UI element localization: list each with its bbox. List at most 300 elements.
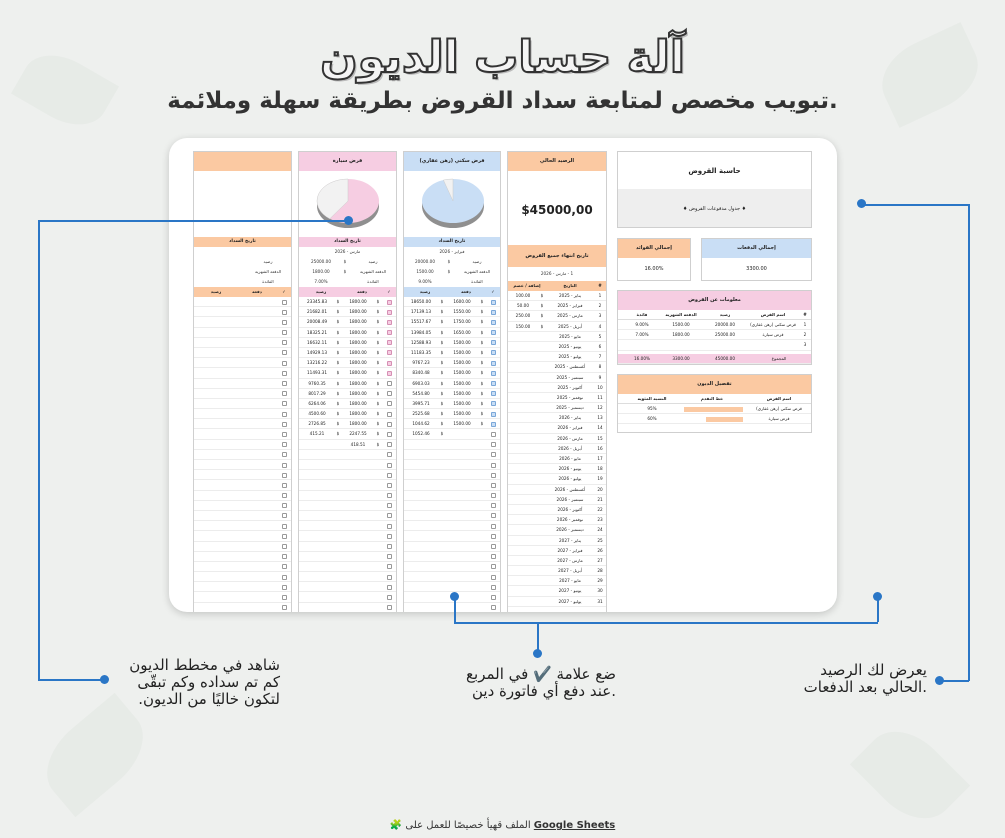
row-payment: 1800.00 xyxy=(349,360,367,366)
checkbox-cell xyxy=(277,317,291,327)
checkbox-cell xyxy=(382,307,396,317)
debt-details-table xyxy=(617,374,812,433)
loan-balance: 20000.00 xyxy=(715,322,735,327)
header-payment: دفعة xyxy=(252,289,262,294)
loan-table-header xyxy=(299,287,396,297)
footer-text: الملف قهيأ خصيصًا للعمل على xyxy=(405,820,531,831)
table-row xyxy=(404,399,500,409)
info-label: رصيد xyxy=(368,259,378,264)
row-payment: 1600.00 xyxy=(453,299,471,304)
payment-checkbox[interactable] xyxy=(282,473,287,478)
row-date: أبريل - 2027 xyxy=(558,568,582,574)
info-value: 1800.00 xyxy=(312,269,330,274)
table-row xyxy=(194,470,291,480)
payment-checkbox[interactable] xyxy=(282,564,287,569)
checkbox-cell xyxy=(382,450,396,460)
checkbox-cell xyxy=(277,592,291,602)
row-currency: $ xyxy=(336,390,340,396)
spreadsheet-preview xyxy=(169,138,837,612)
table-row xyxy=(404,562,500,572)
payment-checkbox[interactable] xyxy=(387,452,392,457)
background-leaf xyxy=(30,693,159,817)
checkbox-cell xyxy=(277,409,291,419)
table-row xyxy=(404,552,500,562)
payment-checkbox[interactable] xyxy=(387,391,392,396)
row-balance: 15517.67 xyxy=(411,319,431,325)
info-value: 7.00% xyxy=(314,279,328,284)
payment-checkbox[interactable] xyxy=(282,544,287,549)
row-balance: 12588.93 xyxy=(411,339,431,345)
table-row xyxy=(194,307,291,317)
checkbox-cell xyxy=(382,429,396,439)
header-check: ✓ xyxy=(387,289,391,294)
loan-monthly: 1800.00 xyxy=(672,332,690,338)
checkbox-cell xyxy=(277,368,291,378)
checkbox-cell xyxy=(382,358,396,368)
payment-checkbox[interactable] xyxy=(387,320,392,325)
checkbox-cell xyxy=(486,338,500,348)
row-currency: $ xyxy=(440,380,444,386)
table-row xyxy=(299,338,396,348)
total-payments-label: إجمالي الدفعات xyxy=(702,239,811,258)
table-row xyxy=(404,328,500,338)
payment-checkbox[interactable] xyxy=(491,361,496,366)
progress-track xyxy=(677,404,747,414)
checkbox-cell xyxy=(486,307,500,317)
checkbox-cell xyxy=(382,470,396,480)
payment-checkbox[interactable] xyxy=(282,371,287,376)
row-number: 26 xyxy=(597,547,603,553)
payment-checkbox[interactable] xyxy=(491,401,496,406)
payment-checkbox[interactable] xyxy=(282,585,287,590)
total-interest-label: إجمالي الفوائد xyxy=(618,239,690,258)
checkbox-cell xyxy=(486,531,500,541)
table-row xyxy=(194,521,291,531)
row-balance: 415.21 xyxy=(309,431,325,437)
payment-checkbox[interactable] xyxy=(282,463,287,468)
payment-checkbox[interactable] xyxy=(282,361,287,366)
row-date: يناير - 2026 xyxy=(558,415,582,421)
header-balance: رصيد xyxy=(210,289,222,294)
payment-checkbox[interactable] xyxy=(282,340,287,345)
checkbox-cell xyxy=(382,379,396,389)
payment-checkbox[interactable] xyxy=(387,493,392,498)
payment-checkbox[interactable] xyxy=(387,544,392,549)
payment-checkbox[interactable] xyxy=(282,513,287,518)
payment-checkbox[interactable] xyxy=(282,422,287,427)
row-date: أكتوبر - 2025 xyxy=(557,384,583,390)
row-currency: $ xyxy=(440,411,444,417)
payment-checkbox[interactable] xyxy=(387,381,392,386)
row-currency: $ xyxy=(480,360,484,366)
payment-checkbox[interactable] xyxy=(387,361,392,366)
callout-dot xyxy=(100,675,109,684)
checkbox-cell xyxy=(382,592,396,602)
payment-checkbox[interactable] xyxy=(282,493,287,498)
table-row xyxy=(404,460,500,470)
payment-checkbox[interactable] xyxy=(387,524,392,529)
loan-table-header xyxy=(194,287,291,297)
table-row xyxy=(299,603,396,612)
row-number: 7 xyxy=(598,354,602,360)
payment-checkbox[interactable] xyxy=(387,503,392,508)
payment-checkbox[interactable] xyxy=(282,391,287,396)
checkbox-cell xyxy=(486,399,500,409)
row-balance: 20008.49 xyxy=(307,319,327,325)
payment-checkbox[interactable] xyxy=(491,473,496,478)
checkbox-cell xyxy=(486,419,500,429)
payment-checkbox[interactable] xyxy=(282,320,287,325)
payment-checkbox[interactable] xyxy=(282,452,287,457)
table-row xyxy=(299,511,396,521)
payment-checkbox[interactable] xyxy=(387,350,392,355)
payment-checkbox[interactable] xyxy=(491,381,496,386)
payment-checkbox[interactable] xyxy=(282,310,287,315)
table-row xyxy=(299,552,396,562)
payment-checkbox[interactable] xyxy=(282,534,287,539)
table-row xyxy=(508,525,606,535)
table-row xyxy=(404,317,500,327)
payment-checkbox[interactable] xyxy=(387,412,392,417)
header-balance: رصيد xyxy=(315,289,327,294)
table-row xyxy=(404,531,500,541)
row-number: 3 xyxy=(598,313,602,319)
checkbox-cell xyxy=(486,297,500,307)
row-balance: 8017.29 xyxy=(308,390,326,396)
table-row xyxy=(194,592,291,602)
loan-number: 3 xyxy=(803,342,807,348)
payment-checkbox[interactable] xyxy=(387,300,392,305)
loan-info-line xyxy=(299,267,396,277)
payment-checkbox[interactable] xyxy=(491,340,496,345)
row-payment: 1500.00 xyxy=(453,400,471,406)
checkbox-cell xyxy=(382,348,396,358)
payment-checkbox[interactable] xyxy=(491,524,496,529)
payment-checkbox[interactable] xyxy=(491,442,496,447)
table-row xyxy=(508,291,606,301)
checkbox-cell xyxy=(277,297,291,307)
callout-dot xyxy=(344,216,353,225)
loan-name: قرض سكني (رهن عقاري) xyxy=(750,322,796,327)
payment-checkbox[interactable] xyxy=(491,493,496,498)
row-currency: $ xyxy=(440,370,444,376)
payoff-date-value xyxy=(194,247,291,257)
table-row xyxy=(508,474,606,484)
info-label: الدفعة الشهرية xyxy=(463,269,491,274)
table-row xyxy=(299,521,396,531)
row-currency: $ xyxy=(480,370,484,376)
table-row xyxy=(508,505,606,515)
detail-percent: 60% xyxy=(647,416,657,422)
row-currency: $ xyxy=(376,431,380,437)
row-date: فبراير - 2026 xyxy=(557,425,583,431)
balance-title: الرصيد الحالي xyxy=(508,152,606,171)
row-currency: $ xyxy=(480,421,484,427)
payment-checkbox[interactable] xyxy=(491,575,496,580)
loan-info-line xyxy=(404,277,500,287)
payment-checkbox[interactable] xyxy=(282,554,287,559)
table-row xyxy=(404,572,500,582)
calculator-box xyxy=(617,151,812,228)
row-number: 21 xyxy=(597,496,603,502)
table-row xyxy=(618,330,811,340)
debt-details-header: اسم القرضخط التقدمالنسبة المئوية xyxy=(618,394,811,404)
row-currency: $ xyxy=(336,421,340,427)
checkbox-cell xyxy=(486,572,500,582)
payment-checkbox[interactable] xyxy=(491,432,496,437)
loan-info-line xyxy=(194,277,291,287)
table-row xyxy=(299,328,396,338)
row-currency: $ xyxy=(336,370,340,376)
payment-checkbox[interactable] xyxy=(491,513,496,518)
payment-checkbox[interactable] xyxy=(387,564,392,569)
payment-checkbox[interactable] xyxy=(282,524,287,529)
row-date: يناير - 2025 xyxy=(558,293,582,298)
table-row xyxy=(508,576,606,586)
table-row xyxy=(404,379,500,389)
table-row xyxy=(194,603,291,612)
info-currency: $ xyxy=(343,259,347,264)
payment-checkbox[interactable] xyxy=(491,605,496,610)
payment-checkbox[interactable] xyxy=(282,350,287,355)
checkbox-cell xyxy=(382,480,396,490)
table-row xyxy=(299,368,396,378)
payment-checkbox[interactable] xyxy=(282,483,287,488)
row-currency: $ xyxy=(480,400,484,406)
payment-checkbox[interactable] xyxy=(491,534,496,539)
table-row xyxy=(299,491,396,501)
row-currency: $ xyxy=(480,339,484,345)
checkbox-cell xyxy=(277,542,291,552)
row-date: فبراير - 2027 xyxy=(557,547,583,553)
payment-checkbox[interactable] xyxy=(387,401,392,406)
table-row xyxy=(404,389,500,399)
row-number: 18 xyxy=(597,466,603,472)
checkbox-cell xyxy=(277,338,291,348)
table-row xyxy=(299,297,396,307)
loan-info-line xyxy=(194,267,291,277)
table-row xyxy=(194,562,291,572)
payment-checkbox[interactable] xyxy=(387,534,392,539)
checkbox-cell xyxy=(277,389,291,399)
payment-checkbox[interactable] xyxy=(282,381,287,386)
table-row xyxy=(618,404,811,414)
table-row xyxy=(194,328,291,338)
checkbox-cell xyxy=(486,379,500,389)
payment-checkbox[interactable] xyxy=(387,605,392,610)
payment-checkbox[interactable] xyxy=(387,513,392,518)
row-payment: 1550.00 xyxy=(453,309,471,315)
table-row xyxy=(194,379,291,389)
checkbox-cell xyxy=(277,358,291,368)
payment-checkbox[interactable] xyxy=(491,391,496,396)
end-date-value: 1 - مارس - 2026 xyxy=(540,271,574,276)
loans-total-row: المجموع45000.003300.0016.00% xyxy=(618,354,811,364)
payment-checkbox[interactable] xyxy=(282,412,287,417)
table-row xyxy=(404,491,500,501)
table-row xyxy=(404,470,500,480)
payment-checkbox[interactable] xyxy=(491,310,496,315)
payment-checkbox[interactable] xyxy=(387,422,392,427)
row-currency: $ xyxy=(376,329,380,335)
pie-area xyxy=(299,171,396,237)
payment-checkbox[interactable] xyxy=(387,330,392,335)
payment-checkbox[interactable] xyxy=(491,483,496,488)
payment-checkbox[interactable] xyxy=(387,371,392,376)
table-row xyxy=(194,511,291,521)
payment-checkbox[interactable] xyxy=(387,432,392,437)
row-currency: $ xyxy=(376,299,380,304)
row-balance: 16632.11 xyxy=(307,339,327,345)
row-payment: 1800.00 xyxy=(349,370,367,376)
payment-checkbox[interactable] xyxy=(282,605,287,610)
payment-checkbox[interactable] xyxy=(491,350,496,355)
payment-checkbox[interactable] xyxy=(387,585,392,590)
checkbox-cell xyxy=(486,429,500,439)
payment-checkbox[interactable] xyxy=(491,564,496,569)
table-row xyxy=(404,348,500,358)
checkbox-cell xyxy=(486,552,500,562)
payment-checkbox[interactable] xyxy=(491,595,496,600)
payment-checkbox[interactable] xyxy=(387,463,392,468)
payoff-date-title: تاريخ السداد xyxy=(404,237,500,247)
payment-checkbox[interactable] xyxy=(282,401,287,406)
payment-checkbox[interactable] xyxy=(282,503,287,508)
row-payment: 1800.00 xyxy=(349,339,367,345)
row-currency: $ xyxy=(440,349,444,355)
payment-checkbox[interactable] xyxy=(491,452,496,457)
payment-checkbox[interactable] xyxy=(491,422,496,427)
row-date: أغسطس - 2026 xyxy=(554,486,586,492)
payment-checkbox[interactable] xyxy=(491,503,496,508)
payment-checkbox[interactable] xyxy=(491,330,496,335)
callout-line-left xyxy=(38,220,40,680)
payment-checkbox[interactable] xyxy=(387,575,392,580)
row-balance: 3995.71 xyxy=(412,400,430,406)
row-balance: 5454.80 xyxy=(412,390,430,396)
checkbox-cell xyxy=(382,501,396,511)
table-row xyxy=(404,542,500,552)
checkbox-cell xyxy=(277,582,291,592)
row-date: يونيو - 2026 xyxy=(558,466,582,472)
row-currency: $ xyxy=(376,309,380,315)
checkbox-cell xyxy=(486,470,500,480)
row-date: ديسمبر - 2025 xyxy=(556,405,584,411)
info-currency: $ xyxy=(343,269,347,274)
payoff-date-title: تاريخ السداد xyxy=(194,237,291,247)
loan-number: 1 xyxy=(803,322,807,327)
payment-checkbox[interactable] xyxy=(387,340,392,345)
payment-checkbox[interactable] xyxy=(282,300,287,305)
loan-pie-chart xyxy=(418,175,488,235)
payment-checkbox[interactable] xyxy=(491,300,496,305)
checkbox-cell xyxy=(486,542,500,552)
row-currency: $ xyxy=(540,313,544,319)
table-row xyxy=(508,413,606,423)
payment-checkbox[interactable] xyxy=(282,432,287,437)
payment-checkbox[interactable] xyxy=(282,575,287,580)
checkbox-cell xyxy=(382,297,396,307)
row-balance: 1044.62 xyxy=(412,421,430,427)
payment-checkbox[interactable] xyxy=(387,595,392,600)
table-row xyxy=(299,358,396,368)
table-row xyxy=(299,480,396,490)
table-row xyxy=(508,444,606,454)
payment-checkbox[interactable] xyxy=(282,442,287,447)
row-currency: $ xyxy=(336,360,340,366)
payment-checkbox[interactable] xyxy=(387,483,392,488)
table-row xyxy=(404,501,500,511)
schedule-link[interactable]: ♦ جدول مدفوعات القروض ♦ xyxy=(682,206,747,212)
payment-checkbox[interactable] xyxy=(387,310,392,315)
row-balance: 13216.22 xyxy=(307,360,327,366)
table-row xyxy=(194,491,291,501)
google-sheets-link[interactable]: Google Sheets xyxy=(533,820,616,831)
table-row xyxy=(299,409,396,419)
row-payment: 1800.00 xyxy=(349,329,367,335)
table-row xyxy=(194,480,291,490)
table-row xyxy=(299,572,396,582)
payment-checkbox[interactable] xyxy=(387,442,392,447)
checkbox-cell xyxy=(486,480,500,490)
row-date: سبتمبر - 2025 xyxy=(556,374,584,380)
payment-checkbox[interactable] xyxy=(387,473,392,478)
row-date: يونيو - 2025 xyxy=(558,343,582,349)
row-currency: $ xyxy=(480,329,484,335)
table-row xyxy=(404,511,500,521)
table-row xyxy=(194,399,291,409)
table-row xyxy=(618,320,811,330)
row-currency: $ xyxy=(376,421,380,427)
puzzle-icon: 🧩 xyxy=(389,820,403,831)
row-number: 9 xyxy=(598,374,602,380)
checkbox-cell xyxy=(382,491,396,501)
payment-checkbox[interactable] xyxy=(282,595,287,600)
payment-checkbox[interactable] xyxy=(491,544,496,549)
payment-checkbox[interactable] xyxy=(491,554,496,559)
info-label: الفائدة xyxy=(471,279,483,284)
row-payment: 1500.00 xyxy=(453,421,471,427)
row-currency: $ xyxy=(376,319,380,325)
payment-checkbox[interactable] xyxy=(491,585,496,590)
checkbox-cell xyxy=(382,368,396,378)
checkbox-cell xyxy=(382,582,396,592)
payment-checkbox[interactable] xyxy=(491,371,496,376)
row-date: يوليو - 2027 xyxy=(558,598,582,604)
payment-checkbox[interactable] xyxy=(491,463,496,468)
row-number: 19 xyxy=(597,476,603,482)
row-payment: 1800.00 xyxy=(349,390,367,396)
table-row xyxy=(508,311,606,321)
table-row xyxy=(194,501,291,511)
callout-line-middle xyxy=(454,622,878,624)
table-row xyxy=(404,419,500,429)
row-currency: $ xyxy=(440,421,444,427)
row-number: 28 xyxy=(597,568,603,574)
row-payment: 1500.00 xyxy=(453,349,471,355)
footer-note xyxy=(0,820,1005,831)
payment-checkbox[interactable] xyxy=(387,554,392,559)
payment-checkbox[interactable] xyxy=(282,330,287,335)
loans-info-title: معلومات عن القروض xyxy=(618,291,811,310)
checkbox-cell xyxy=(277,460,291,470)
payment-checkbox[interactable] xyxy=(491,320,496,325)
checkbox-cell xyxy=(277,552,291,562)
callout-dot xyxy=(857,199,866,208)
checkbox-cell xyxy=(486,562,500,572)
table-row xyxy=(299,317,396,327)
payment-checkbox[interactable] xyxy=(491,412,496,417)
